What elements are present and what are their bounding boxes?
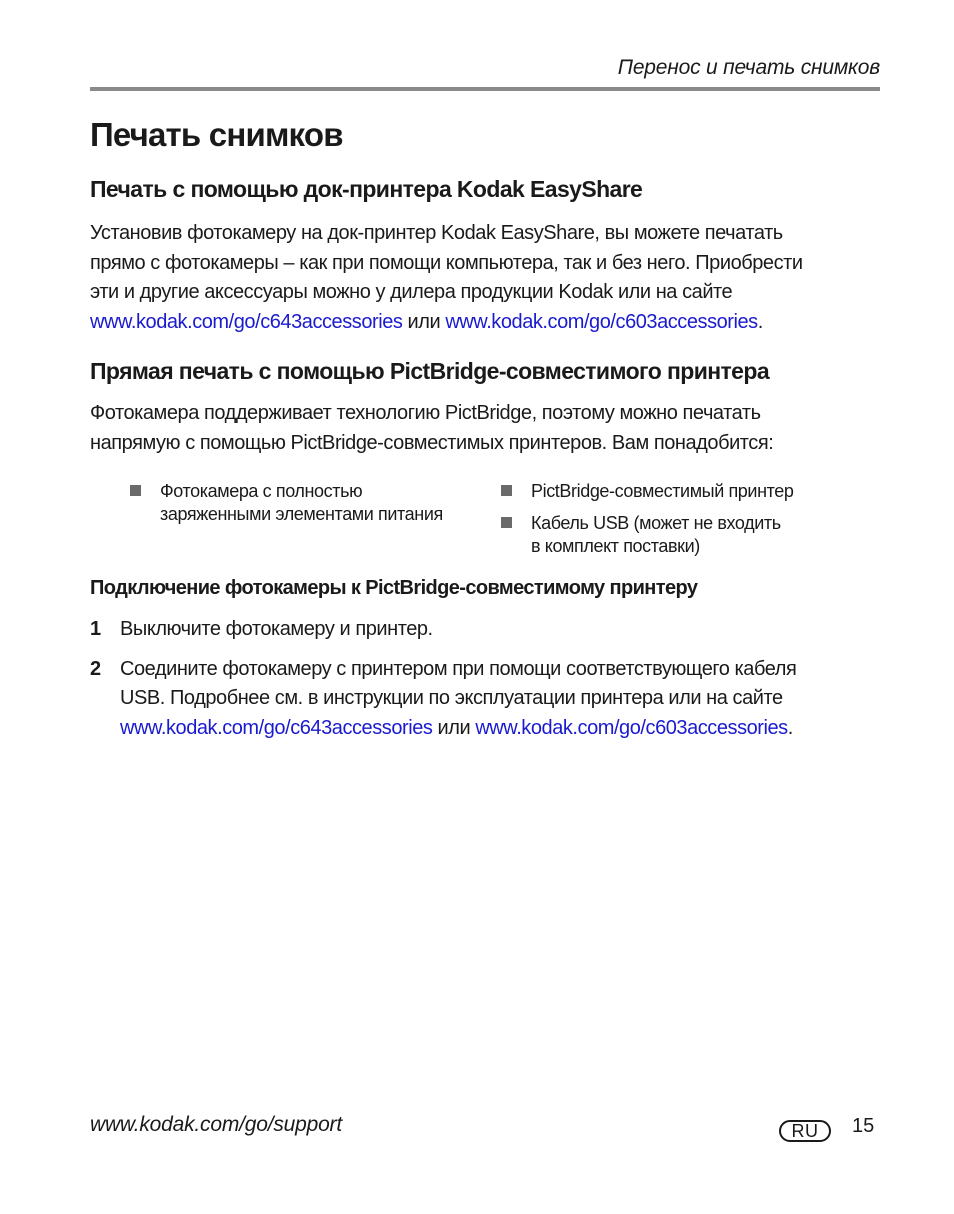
- c603-accessories-link[interactable]: www.kodak.com/go/c603accessories: [445, 310, 758, 333]
- list-item-text: в комплект поставки): [531, 536, 700, 556]
- support-url: www.kodak.com/go/support: [90, 1113, 342, 1136]
- list-item-text: Фотокамера с полностью: [160, 481, 363, 501]
- step-number: 2: [90, 657, 101, 680]
- square-bullet-icon: [130, 485, 141, 496]
- list-item: [130, 480, 470, 526]
- step-text: Соедините фотокамеру с принтером при помощи соответствующего кабеля: [120, 657, 797, 680]
- step-item: [90, 655, 880, 744]
- section-heading-connect: Подключение фотокамеры к PictBridge-совместимому принтеру: [90, 577, 698, 599]
- list-item: [501, 480, 861, 503]
- c643-accessories-link[interactable]: www.kodak.com/go/c643accessories: [90, 310, 403, 333]
- connector-text: или: [432, 716, 476, 739]
- list-item-text: PictBridge-совместимый принтер: [531, 481, 794, 501]
- step-text: Выключите фотокамеру и принтер.: [120, 618, 433, 640]
- paragraph-line: Фотокамера поддерживает технологию PictBridge, поэтому можно печатать: [90, 402, 761, 424]
- easyshare-paragraph: [90, 219, 880, 337]
- requirements-list-right: [501, 480, 861, 567]
- square-bullet-icon: [501, 517, 512, 528]
- list-item: [501, 512, 861, 558]
- running-header: Перенос и печать снимков: [617, 56, 880, 79]
- paragraph-line: напрямую с помощью PictBridge-совместимых принтеров. Вам понадобится:: [90, 431, 774, 454]
- connection-steps: [90, 615, 880, 743]
- connector-text: или: [402, 310, 446, 333]
- pictbridge-paragraph: [90, 399, 880, 458]
- step-item: [90, 615, 880, 645]
- section-heading-pictbridge: Прямая печать с помощью PictBridge-совместимого принтера: [90, 358, 770, 384]
- paragraph-line: Установив фотокамеру на док-принтер Kodak EasyShare, вы можете печатать: [90, 222, 783, 244]
- header-rule: [90, 87, 880, 91]
- c603-accessories-link[interactable]: www.kodak.com/go/c603accessories: [475, 716, 788, 739]
- period: .: [757, 310, 763, 333]
- period: .: [787, 716, 793, 739]
- c643-accessories-link[interactable]: www.kodak.com/go/c643accessories: [120, 716, 433, 739]
- language-badge: RU: [779, 1120, 831, 1142]
- page-number: 15: [852, 1115, 875, 1137]
- paragraph-line: прямо с фотокамеры – как при помощи компьютера, так и без него. Приобрести: [90, 251, 803, 274]
- step-text: USB. Подробнее см. в инструкции по эксплуатации принтера или на сайте: [120, 687, 783, 709]
- square-bullet-icon: [501, 485, 512, 496]
- page-title: Печать снимков: [90, 116, 343, 153]
- step-number: 1: [90, 618, 101, 640]
- requirements-list-left: [130, 480, 470, 535]
- list-item-text: заряженными элементами питания: [160, 504, 443, 524]
- paragraph-line: эти и другие аксессуары можно у дилера продукции Kodak или на сайте: [90, 281, 733, 303]
- section-heading-easyshare: Печать с помощью док-принтера Kodak EasyShare: [90, 176, 643, 202]
- list-item-text: Кабель USB (может не входить: [531, 513, 781, 533]
